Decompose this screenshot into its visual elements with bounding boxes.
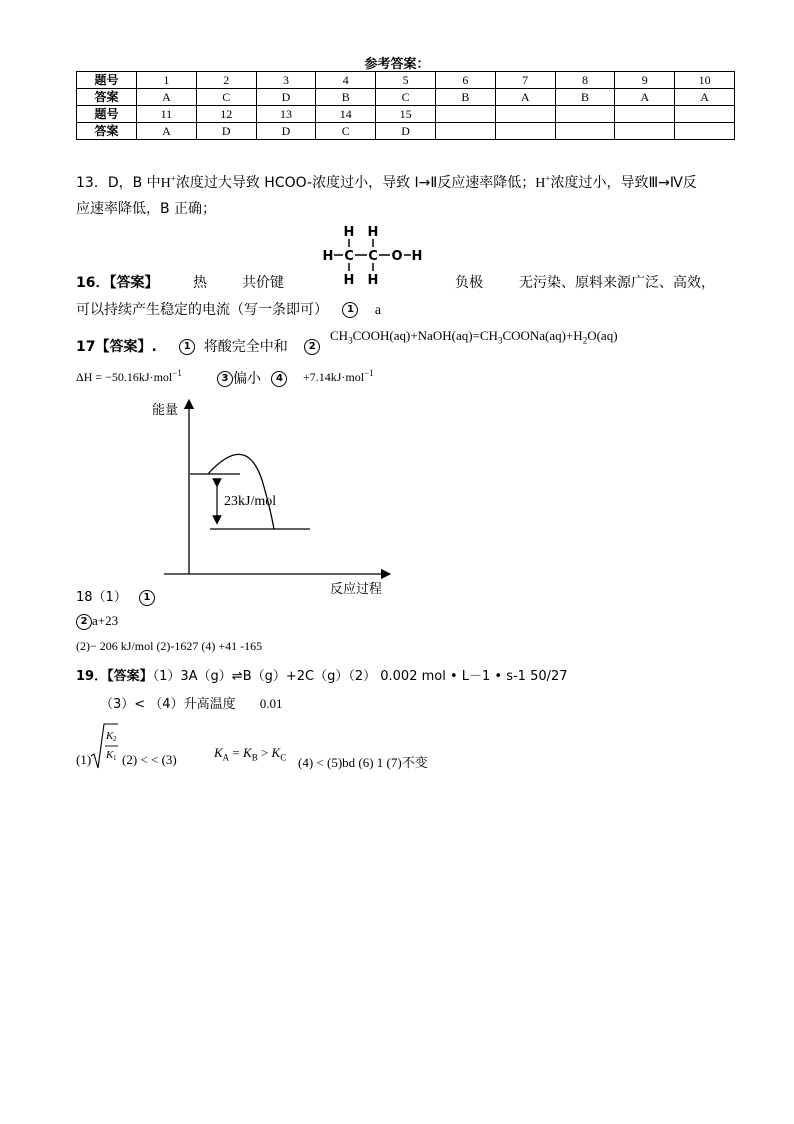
table-cell <box>675 123 735 140</box>
q19-line1: 19．【答案】（1）3A（g）⇌B（g）+2C（g）（2） 0.002 mol • L－1 • s-1 50/27 <box>76 669 568 684</box>
table-cell: 1 <box>137 72 197 89</box>
q18-line3: (2)− 206 kJ/mol (2)-1627 (4) +41 -165 <box>76 639 263 653</box>
table-cell: C <box>376 89 436 106</box>
table-row <box>77 89 735 106</box>
y-axis-label: 能量 <box>152 403 179 418</box>
q16-line2: 可以持续产生稳定的电流（写一条即可） 1 a <box>76 302 382 318</box>
table-cell: D <box>196 123 256 140</box>
q17-answer-4: +7.14kJ·mol$^{-1}$ <box>303 368 374 384</box>
table-cell <box>435 106 495 123</box>
table-cell: 6 <box>435 72 495 89</box>
circled-3: 3 <box>217 371 233 387</box>
energy-diagram <box>150 392 400 602</box>
row-header: 答案 <box>77 89 137 106</box>
table-cell: B <box>435 89 495 106</box>
table-cell: A <box>137 89 197 106</box>
q13-text-b: 浓度过大导致 HCOO-浓度过小，导致 Ⅰ→Ⅱ反应速率降低； <box>175 175 536 191</box>
q17-enthalpy: ΔH = −50.16kJ·mol$^{-1}$ <box>76 368 182 384</box>
svg-text:K: K <box>106 730 114 742</box>
answer-table <box>76 71 735 140</box>
table-cell: C <box>316 123 376 140</box>
q17-line2 <box>217 368 287 388</box>
q18-line2 <box>76 613 118 630</box>
atom-o: O <box>391 249 403 264</box>
table-cell: 2 <box>196 72 256 89</box>
q18-line1: 18（1） 1 <box>76 586 155 606</box>
table-cell: A <box>137 123 197 140</box>
table-cell <box>555 123 615 140</box>
x-axis-label: 反应过程 <box>330 582 383 597</box>
atom-h-bottom-2: H <box>367 273 379 288</box>
atom-h-top-2: H <box>367 225 379 240</box>
q16-answer-heat: 热 <box>193 275 207 291</box>
atom-c-2: C <box>368 249 378 264</box>
q17-answer-1: 将酸完全中和 <box>203 339 288 355</box>
circled-1: 1 <box>139 590 155 606</box>
svg-text:2: 2 <box>113 735 117 743</box>
q13-text-c: 浓度过小，导致Ⅲ→Ⅳ反 <box>550 175 697 191</box>
table-row <box>77 123 735 140</box>
table-cell: 9 <box>615 72 675 89</box>
table-cell <box>615 123 675 140</box>
circled-1: 1 <box>179 339 195 355</box>
table-cell: 13 <box>256 106 316 123</box>
q16-answer-advantages: 无污染、原料来源广泛、高效， <box>519 275 715 291</box>
table-cell: 5 <box>376 72 436 89</box>
q16-label: 16．【答案】 <box>76 275 159 291</box>
table-cell: 11 <box>137 106 197 123</box>
atom-h-bottom-1: H <box>343 273 355 288</box>
q16-answer-bond: 共价键 <box>242 275 284 291</box>
h-ion-2: H+ <box>535 173 551 191</box>
table-cell: B <box>555 89 615 106</box>
table-row <box>77 106 735 123</box>
table-cell <box>495 123 555 140</box>
atom-h-right: H <box>411 249 423 264</box>
q13-line1 <box>76 172 697 192</box>
table-row <box>77 72 735 89</box>
q16-answer-a: a <box>374 303 382 318</box>
table-cell: A <box>675 89 735 106</box>
ethanol-structure <box>316 222 428 288</box>
table-cell: 8 <box>555 72 615 89</box>
q13-text-a: 13．D，B 中 <box>76 175 161 191</box>
k-comparison: $K_A = K_B > K_C$ <box>214 745 287 763</box>
table-cell <box>435 123 495 140</box>
table-cell: 14 <box>316 106 376 123</box>
energy-curve <box>208 454 277 529</box>
q17-equation: $CH_3COOH(aq)+NaOH(aq)=CH_3COONa(aq)+H_2O(aq)$ <box>330 328 618 346</box>
equilibrium-arrow-icon: ⇌ <box>231 669 243 684</box>
energy-annotation: 23kJ/mol <box>224 494 277 509</box>
table-cell: C <box>196 89 256 106</box>
atom-h-left: H <box>322 249 334 264</box>
table-cell: 12 <box>196 106 256 123</box>
svg-text:1: 1 <box>113 754 117 762</box>
table-cell <box>495 106 555 123</box>
row-header: 题号 <box>77 72 137 89</box>
q17-answer-3: 偏小 <box>233 371 261 387</box>
h-ion: H+ <box>160 173 176 191</box>
table-cell: 4 <box>316 72 376 89</box>
svg-text:K: K <box>106 749 114 761</box>
q17-line1: 17【答案】. 1 将酸完全中和 2 <box>76 336 320 356</box>
table-cell: 7 <box>495 72 555 89</box>
circled-4: 4 <box>271 371 287 387</box>
table-cell <box>555 106 615 123</box>
table-cell: A <box>495 89 555 106</box>
row-header: 题号 <box>77 106 137 123</box>
table-cell <box>615 106 675 123</box>
sqrt-symbol-icon <box>90 722 118 772</box>
table-cell: 10 <box>675 72 735 89</box>
q13-line2: 应速率降低，B 正确； <box>76 201 217 217</box>
q16-answer-electrode: 负极 <box>455 275 483 291</box>
atom-c-1: C <box>344 249 354 264</box>
table-cell: B <box>316 89 376 106</box>
circled-1: 1 <box>342 302 358 318</box>
table-cell: D <box>256 89 316 106</box>
q19-line2: （3）< （4）升高温度 0.01 <box>100 696 283 712</box>
circled-2: 2 <box>76 614 92 630</box>
table-cell <box>675 106 735 123</box>
row-header: 答案 <box>77 123 137 140</box>
q18-answer-2: a+23 <box>92 613 119 628</box>
table-cell: D <box>376 123 436 140</box>
table-cell: 3 <box>256 72 316 89</box>
page-title: 参考答案： <box>364 57 430 72</box>
table-cell: A <box>615 89 675 106</box>
table-cell: D <box>256 123 316 140</box>
table-cell: 15 <box>376 106 436 123</box>
circled-2: 2 <box>304 339 320 355</box>
atom-h-top-1: H <box>343 225 355 240</box>
